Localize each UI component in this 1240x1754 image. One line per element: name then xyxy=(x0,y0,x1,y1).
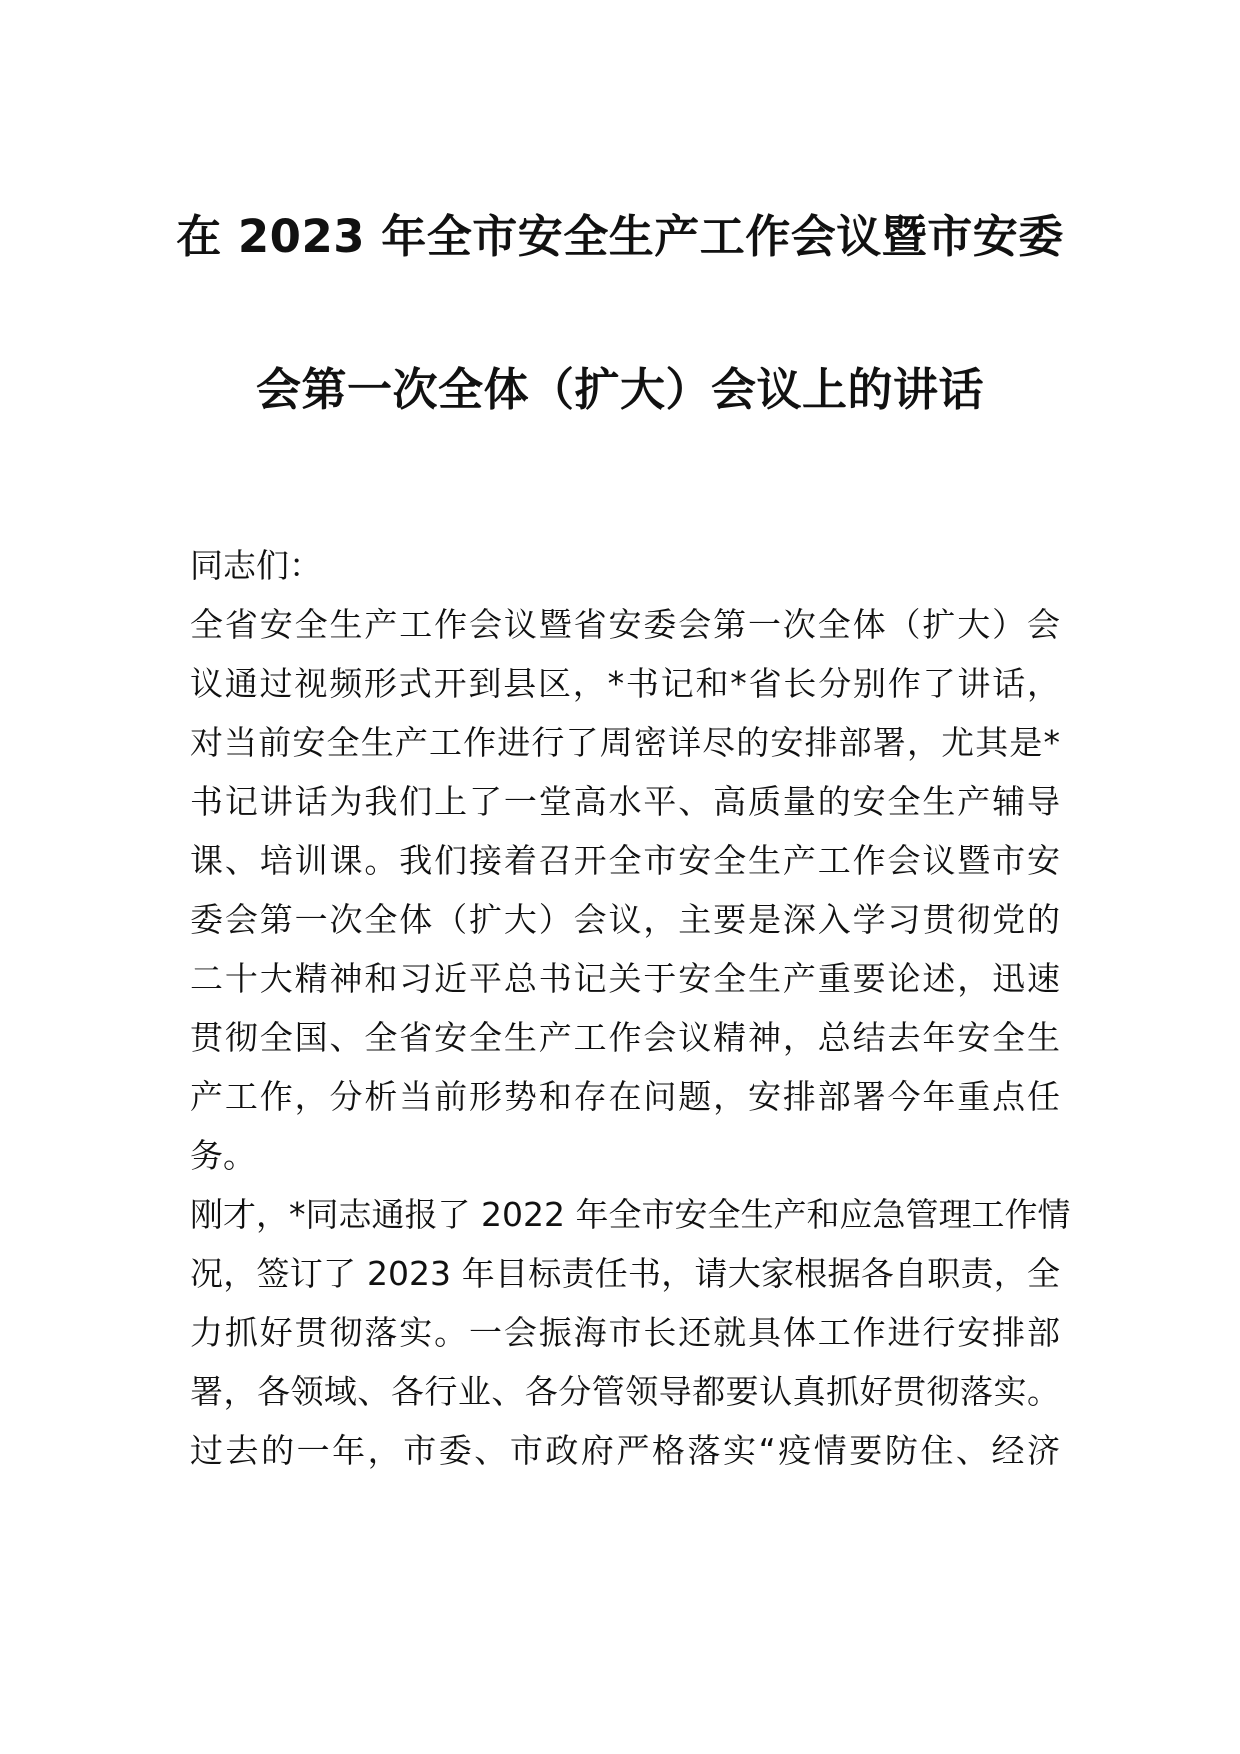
paragraph-line: 贯彻全国、全省安全生产工作会议精神，总结去年安全生 xyxy=(190,1018,1060,1057)
paragraph-line: 二十大精神和习近平总书记关于安全生产重要论述，迅速 xyxy=(190,959,1060,998)
paragraph-line: 书记讲话为我们上了一堂高水平、高质量的安全生产辅导 xyxy=(190,782,1060,821)
title-line-1: 在 2023 年全市安全生产工作会议暨市安委 xyxy=(176,210,1064,263)
paragraph-line: 刚才，*同志通报了 2022 年全市安全生产和应急管理工作情 xyxy=(190,1195,1071,1234)
paragraph-line: 委会第一次全体（扩大）会议，主要是深入学习贯彻党的 xyxy=(190,900,1060,939)
paragraph-line: 对当前安全生产工作进行了周密详尽的安排部署，尤其是* xyxy=(190,723,1060,762)
paragraph-line: 过去的一年，市委、市政府严格落实“疫情要防住、经济 xyxy=(190,1431,1060,1470)
title-line-2: 会第一次全体（扩大）会议上的讲话 xyxy=(255,363,984,416)
paragraph-line: 产工作，分析当前形势和存在问题，安排部署今年重点任 xyxy=(190,1077,1060,1116)
paragraph-line: 况，签订了 2023 年目标责任书，请大家根据各自职责，全 xyxy=(190,1254,1060,1293)
paragraph-line: 全省安全生产工作会议暨省安委会第一次全体（扩大）会 xyxy=(190,605,1060,644)
paragraph-line: 力抓好贯彻落实。一会振海市长还就具体工作进行安排部 xyxy=(190,1313,1060,1352)
paragraph-line: 务。 xyxy=(190,1136,256,1175)
paragraph-line: 署，各领域、各行业、各分管领导都要认真抓好贯彻落实。 xyxy=(190,1372,1060,1411)
paragraph-line: 议通过视频形式开到县区，*书记和*省长分别作了讲话， xyxy=(190,664,1060,703)
paragraph-line: 课、培训课。我们接着召开全市安全生产工作会议暨市安 xyxy=(190,841,1060,880)
salutation: 同志们： xyxy=(190,546,322,585)
